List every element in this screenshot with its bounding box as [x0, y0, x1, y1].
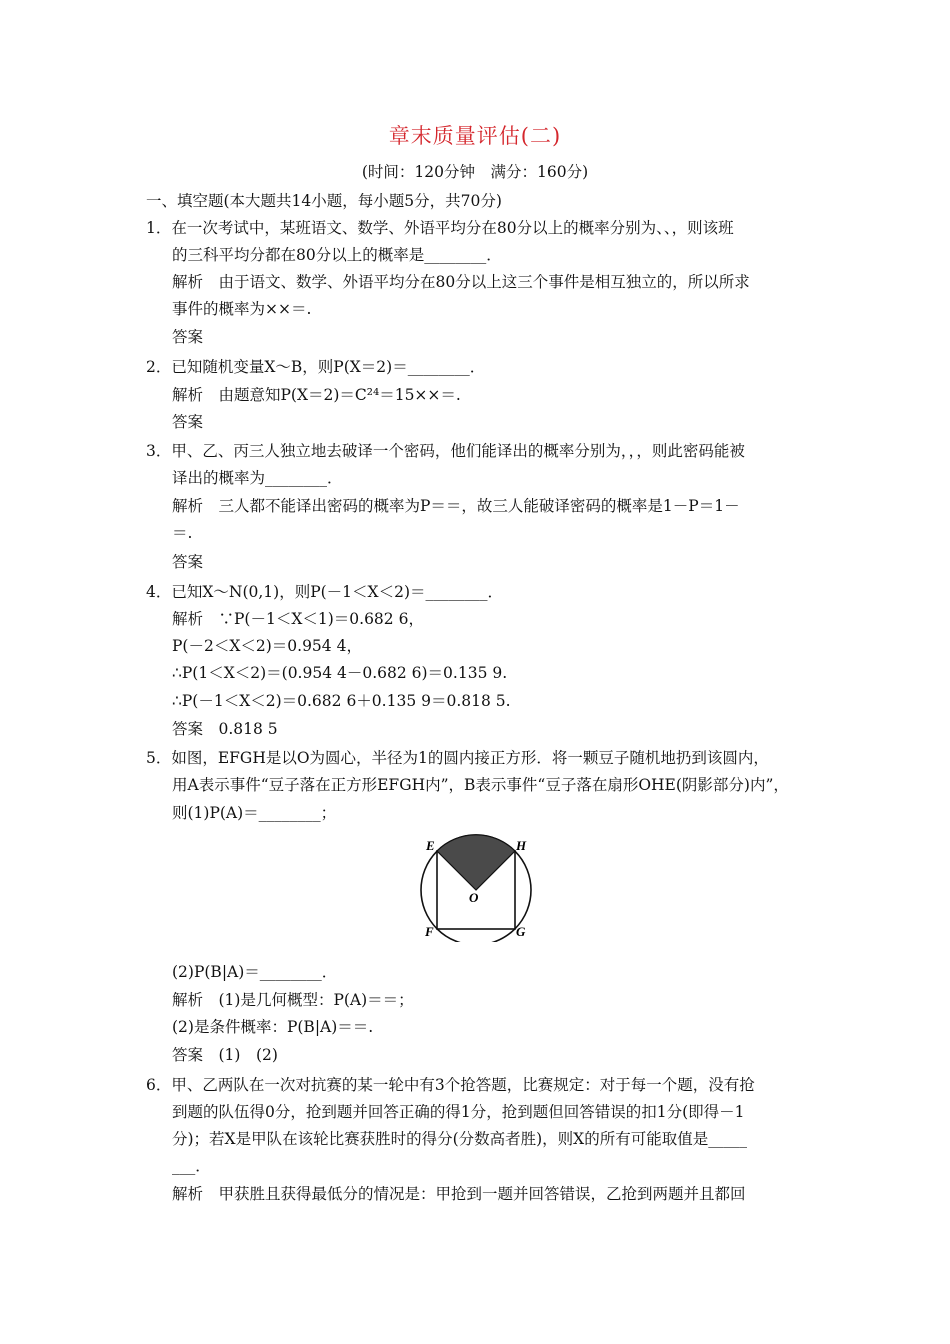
question-4-step-2: ∴P(1＜X＜2)＝(0.954 4－0.682 6)＝0.135 9. [172, 664, 508, 682]
question-6-text-cont-3: ___． [172, 1157, 211, 1175]
question-5-text: 5．如图，EFGH是以O为圆心，半径为1的圆内接正方形．将一颗豆子随机地扔到该圆内， [146, 749, 769, 767]
label-h: H [516, 838, 527, 853]
question-2-analysis: 解析 由题意知P(X＝2)＝C²⁴＝15××＝. [172, 386, 461, 404]
circle-square-figure [412, 832, 542, 942]
question-3-answer: 答案 [172, 553, 204, 571]
question-5-answer: 答案 (1) (2) [172, 1046, 278, 1064]
question-5-analysis-cont: (2)是条件概率：P(B|A)＝＝. [172, 1018, 374, 1036]
label-e: E [426, 838, 435, 853]
question-1-text-cont: 的三科平均分都在80分以上的概率是________． [172, 246, 502, 264]
question-3-analysis: 解析 三人都不能译出密码的概率为P＝＝，故三人能破译密码的概率是1－P＝1－ [172, 497, 740, 515]
question-2-text: 2．已知随机变量X～B，则P(X＝2)＝________． [146, 358, 486, 376]
question-4-analysis: 解析 ∵P(－1＜X＜1)＝0.682 6， [172, 610, 424, 628]
question-1-analysis-cont: 事件的概率为××＝. [172, 300, 312, 318]
question-4-answer: 答案 0.818 5 [172, 720, 278, 738]
question-4-step-3: ∴P(－1＜X＜2)＝0.682 6＋0.135 9＝0.818 5. [172, 692, 511, 710]
question-6-text-cont-1: 到题的队伍得0分，抢到题并回答正确的得1分，抢到题但回答错误的扣1分(即得－1 [172, 1103, 745, 1121]
question-5-analysis: 解析 (1)是几何概型：P(A)＝＝； [172, 991, 414, 1009]
question-5-part-2: (2)P(B|A)＝________． [172, 963, 338, 981]
question-1-analysis: 解析 由于语文、数学、外语平均分在80分以上这三个事件是相互独立的，所以所求 [172, 273, 750, 291]
label-g: G [516, 924, 526, 939]
question-1-answer: 答案 [172, 328, 204, 346]
question-6-analysis: 解析 甲获胜且获得最低分的情况是：甲抢到一题并回答错误，乙抢到两题并且都回 [172, 1185, 746, 1203]
page-subtitle: (时间：120分钟 满分：160分) [361, 163, 589, 181]
question-3-text-cont: 译出的概率为________． [172, 469, 343, 487]
question-6-text: 6．甲、乙两队在一次对抗赛的某一轮中有3个抢答题，比赛规定：对于每一个题，没有抢 [146, 1076, 755, 1094]
page-title: 章末质量评估(二) [388, 124, 562, 148]
question-3-text: 3．甲、乙、丙三人独立地去破译一个密码，他们能译出的概率分别为，，，则此密码能被 [146, 442, 745, 460]
shaded-sector [437, 835, 515, 890]
label-f: F [425, 924, 434, 939]
label-o: O [469, 890, 479, 905]
section-heading: 一、填空题(本大题共14小题，每小题5分，共70分) [146, 192, 502, 210]
question-5-part-1: 则(1)P(A)＝________； [172, 804, 337, 822]
question-4-text: 4．已知X～N(0,1)，则P(－1＜X＜2)＝________． [146, 583, 503, 601]
question-2-answer: 答案 [172, 413, 204, 431]
question-5-text-cont: 用A表示事件“豆子落在正方形EFGH内”，B表示事件“豆子落在扇形OHE(阴影部分)内”， [172, 776, 789, 794]
question-6-text-cont-2: 分)；若X是甲队在该轮比赛获胜时的得分(分数高者胜)，则X的所有可能取值是_____ [172, 1130, 747, 1148]
question-4-step-1: P(－2＜X＜2)＝0.954 4， [172, 637, 362, 655]
question-3-analysis-cont: ＝. [172, 524, 193, 542]
question-1-text: 1．在一次考试中，某班语文、数学、外语平均分在80分以上的概率分别为、、，则该班 [146, 219, 734, 237]
